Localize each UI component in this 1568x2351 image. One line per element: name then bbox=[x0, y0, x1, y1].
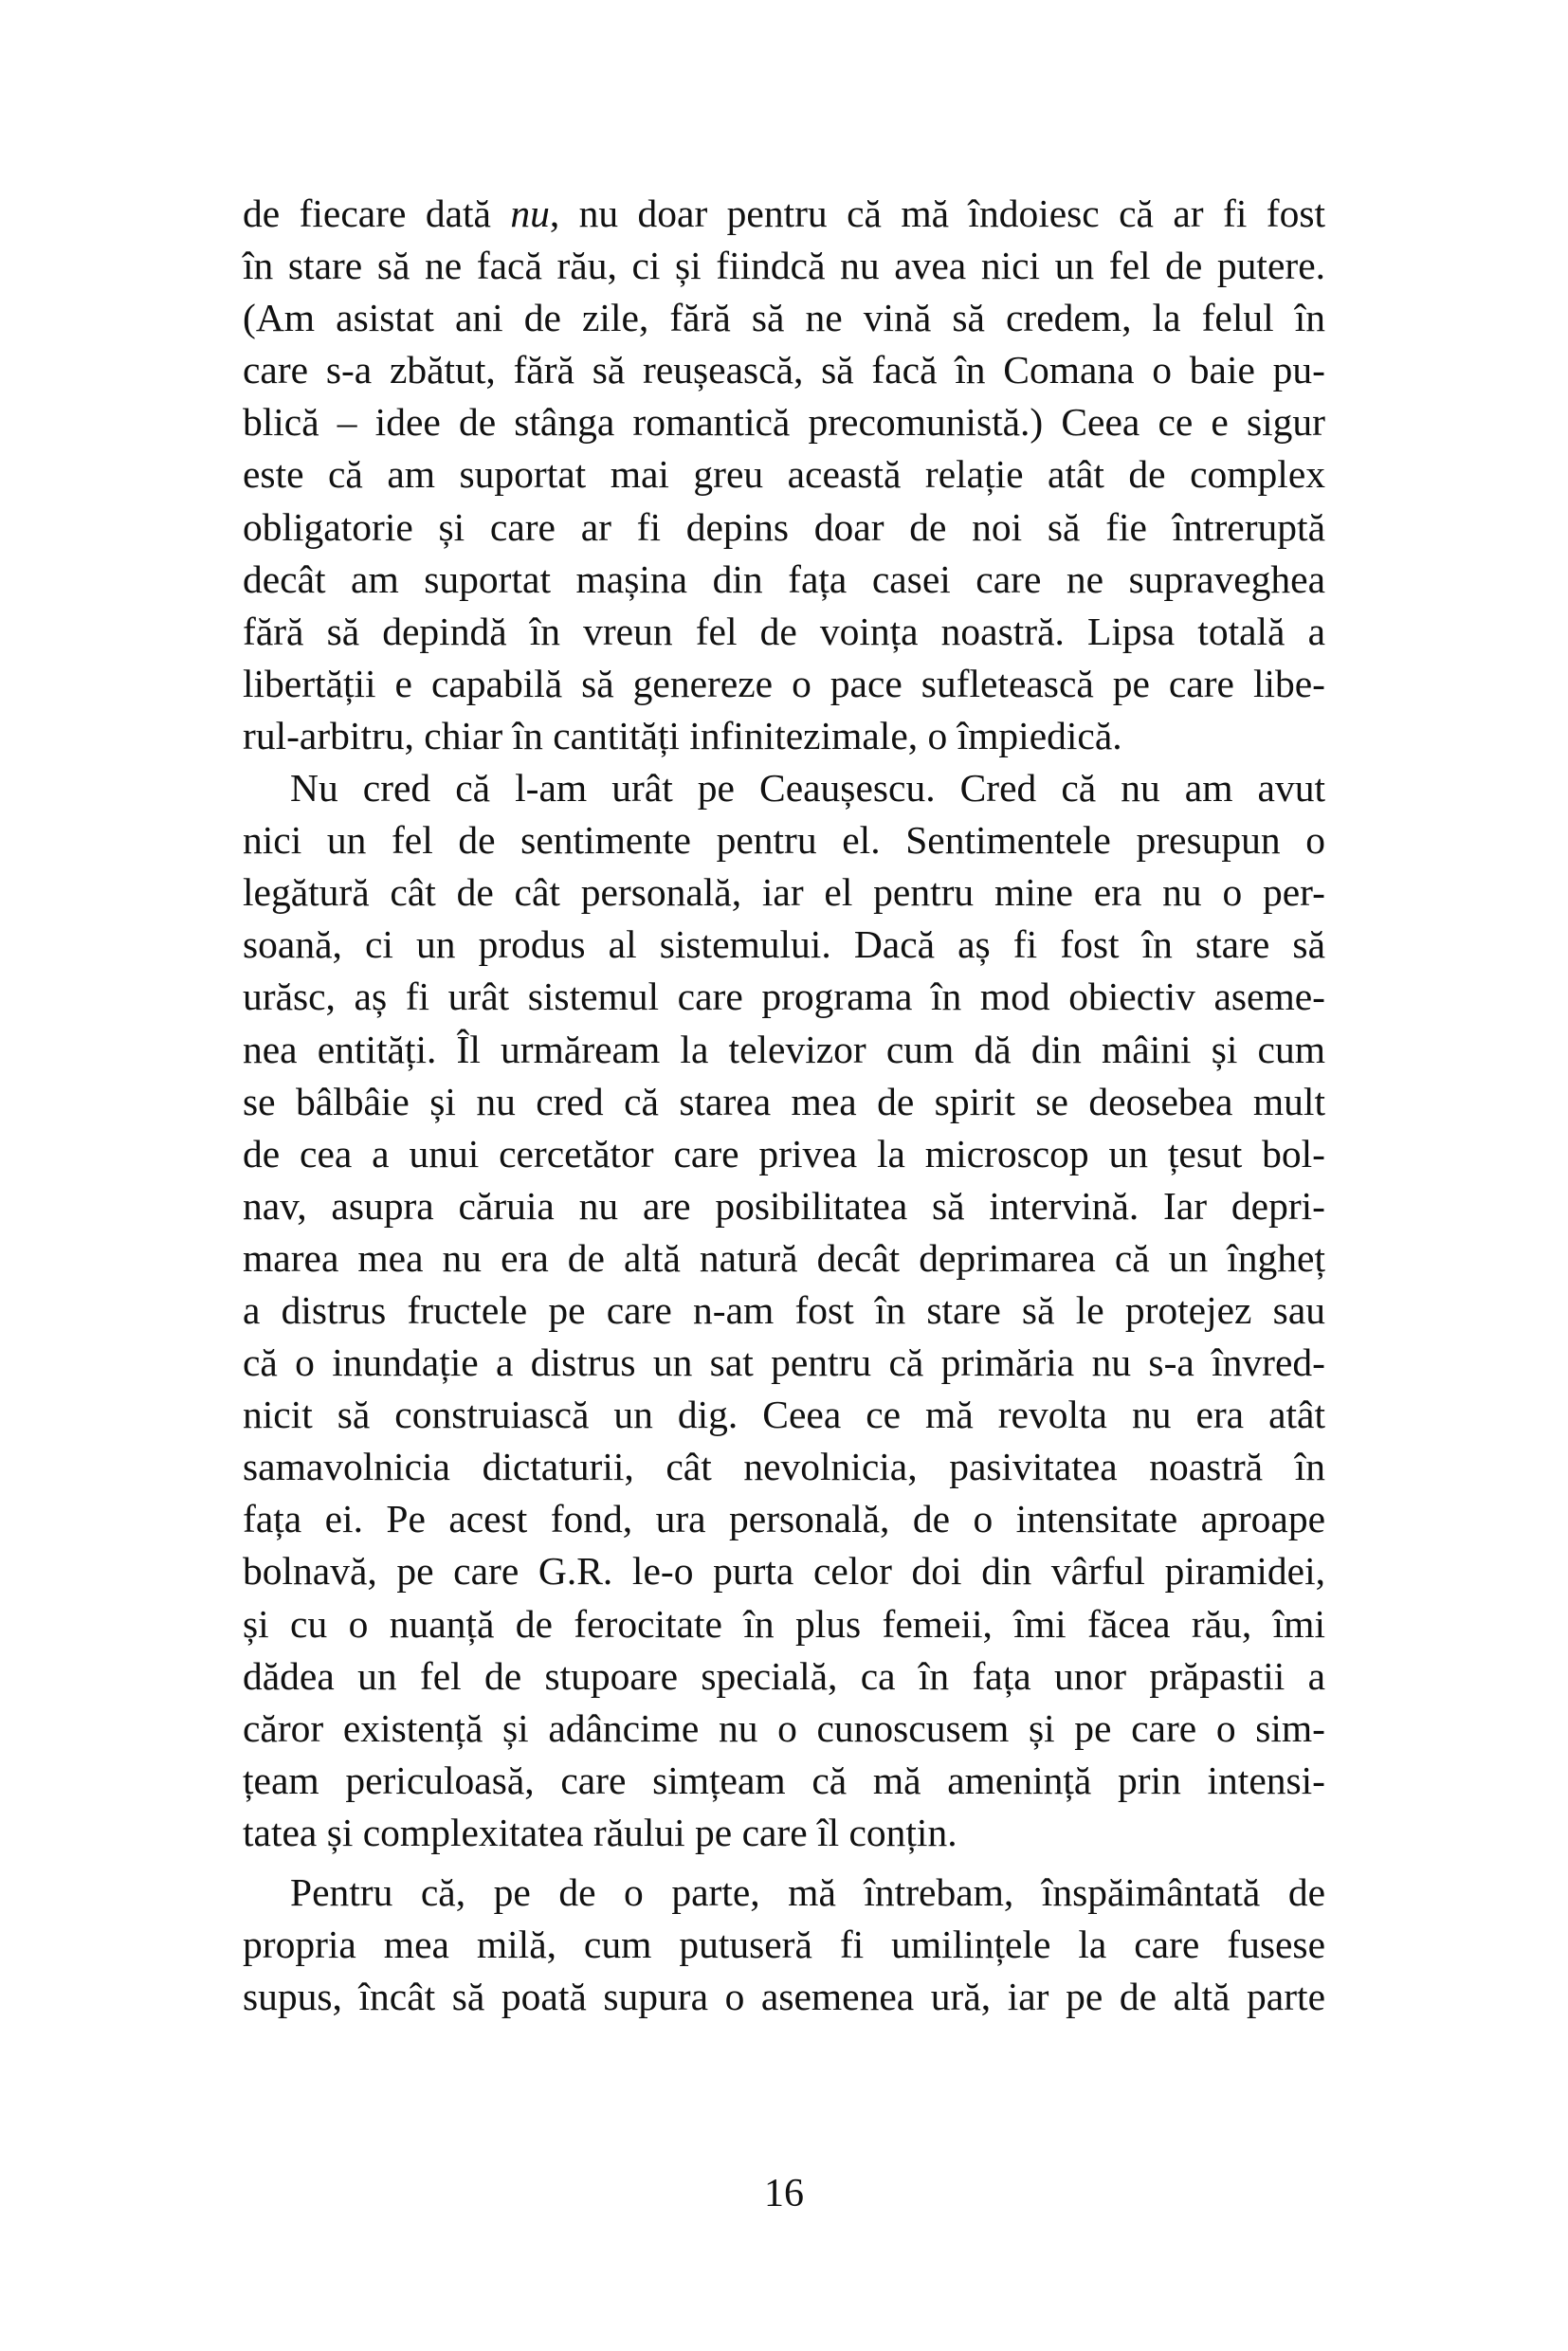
text-line: supus, încât să poată supura o asemenea ură, iar pe de altă parte bbox=[243, 1975, 1325, 2019]
text-line: libertății e capabilă să genereze o pace sufletească pe care libe- bbox=[243, 661, 1325, 705]
page-number: 16 bbox=[764, 2172, 804, 2215]
text-line: (Am asistat ani de zile, fără să ne vină să credem, la felul în bbox=[243, 296, 1325, 340]
text-line: care s-a zbătut, fără să reușească, să facă în Comana o baie pu- bbox=[243, 348, 1325, 392]
text-line: este că am suportat mai greu această relație atât de complex bbox=[243, 452, 1325, 497]
text-line: că o inundație a distrus un sat pentru că primăria nu s-a învred- bbox=[243, 1340, 1325, 1385]
text-line: a distrus fructele pe care n-am fost în stare să le protejez sau bbox=[243, 1287, 1325, 1332]
text-line: de cea a unui cercetător care privea la microscop un țesut bol- bbox=[243, 1131, 1325, 1176]
text-line: nici un fel de sentimente pentru el. Sentimentele presupun o bbox=[243, 818, 1325, 863]
text-line: nea entități. Îl urmăream la televizor cum dă din mâini și cum bbox=[243, 1027, 1325, 1071]
paragraph-1 bbox=[243, 188, 1325, 762]
emphasis-text: nu bbox=[510, 191, 550, 235]
body-text bbox=[243, 188, 1325, 2023]
text-line: legătură cât de cât personală, iar el pentru mine era nu o per- bbox=[243, 870, 1325, 915]
text-line: obligatorie și care ar fi depins doar de noi să fie întreruptă bbox=[243, 504, 1325, 549]
text-line: și cu o nuanță de ferocitate în plus femeii, îmi făcea rău, îmi bbox=[243, 1601, 1325, 1646]
text-line: tatea și complexitatea răului pe care îl conțin. bbox=[243, 1810, 957, 1854]
text-line: decât am suportat mașina din fața casei care ne supraveghea bbox=[243, 556, 1325, 601]
text-line: propria mea milă, cum putuseră fi umilințele la care fusese bbox=[243, 1923, 1325, 1967]
text-line: în stare să ne facă rău, ci și fiindcă nu avea nici un fel de putere. bbox=[243, 244, 1325, 288]
text-line: nav, asupra căruia nu are posibilitatea să intervină. Iar depri- bbox=[243, 1183, 1325, 1228]
text-line: Nu cred că l-am urât pe Ceaușescu. Cred că nu am avut bbox=[290, 766, 1325, 811]
text-line: de fiecare dată nu, nu doar pentru că mă îndoiesc că ar fi fost bbox=[243, 191, 1325, 235]
text-line: căror existență și adâncime nu o cunoscusem și pe care o sim- bbox=[243, 1705, 1325, 1750]
text-line: soană, ci un produs al sistemului. Dacă aș fi fost în stare să bbox=[243, 922, 1325, 967]
text-line: fără să depindă în vreun fel de voința noastră. Lipsa totală a bbox=[243, 609, 1325, 653]
text-line: urăsc, aș fi urât sistemul care programa în mod obiectiv aseme- bbox=[243, 975, 1325, 1019]
text-line: samavolnicia dictaturii, cât nevolnicia, pasivitatea noastră în bbox=[243, 1445, 1325, 1489]
text-line: rul-arbitru, chiar în cantități infinitezimale, o împiedică. bbox=[243, 713, 1122, 757]
paragraph-2 bbox=[243, 762, 1325, 1859]
text-line: blică – idee de stânga romantică precomunistă.) Ceea ce e sigur bbox=[243, 400, 1325, 445]
text-line: se bâlbâie și nu cred că starea mea de spirit se deosebea mult bbox=[243, 1079, 1325, 1123]
paragraph-3 bbox=[243, 1867, 1325, 2023]
text-line: Pentru că, pe de o parte, mă întrebam, înspăimântată de bbox=[290, 1870, 1325, 1914]
text-line: fața ei. Pe acest fond, ura personală, de o intensitate aproape bbox=[243, 1497, 1325, 1541]
text-line: dădea un fel de stupoare specială, ca în fața unor prăpastii a bbox=[243, 1653, 1325, 1698]
text-line: țeam periculoasă, care simțeam că mă amenință prin intensi- bbox=[243, 1758, 1325, 1802]
text-line: nicit să construiască un dig. Ceea ce mă revolta nu era atât bbox=[243, 1393, 1325, 1437]
text-line: marea mea nu era de altă natură decât deprimarea că un îngheț bbox=[243, 1235, 1325, 1280]
text-line: bolnavă, pe care G.R. le-o purta celor doi din vârful piramidei, bbox=[243, 1549, 1325, 1594]
